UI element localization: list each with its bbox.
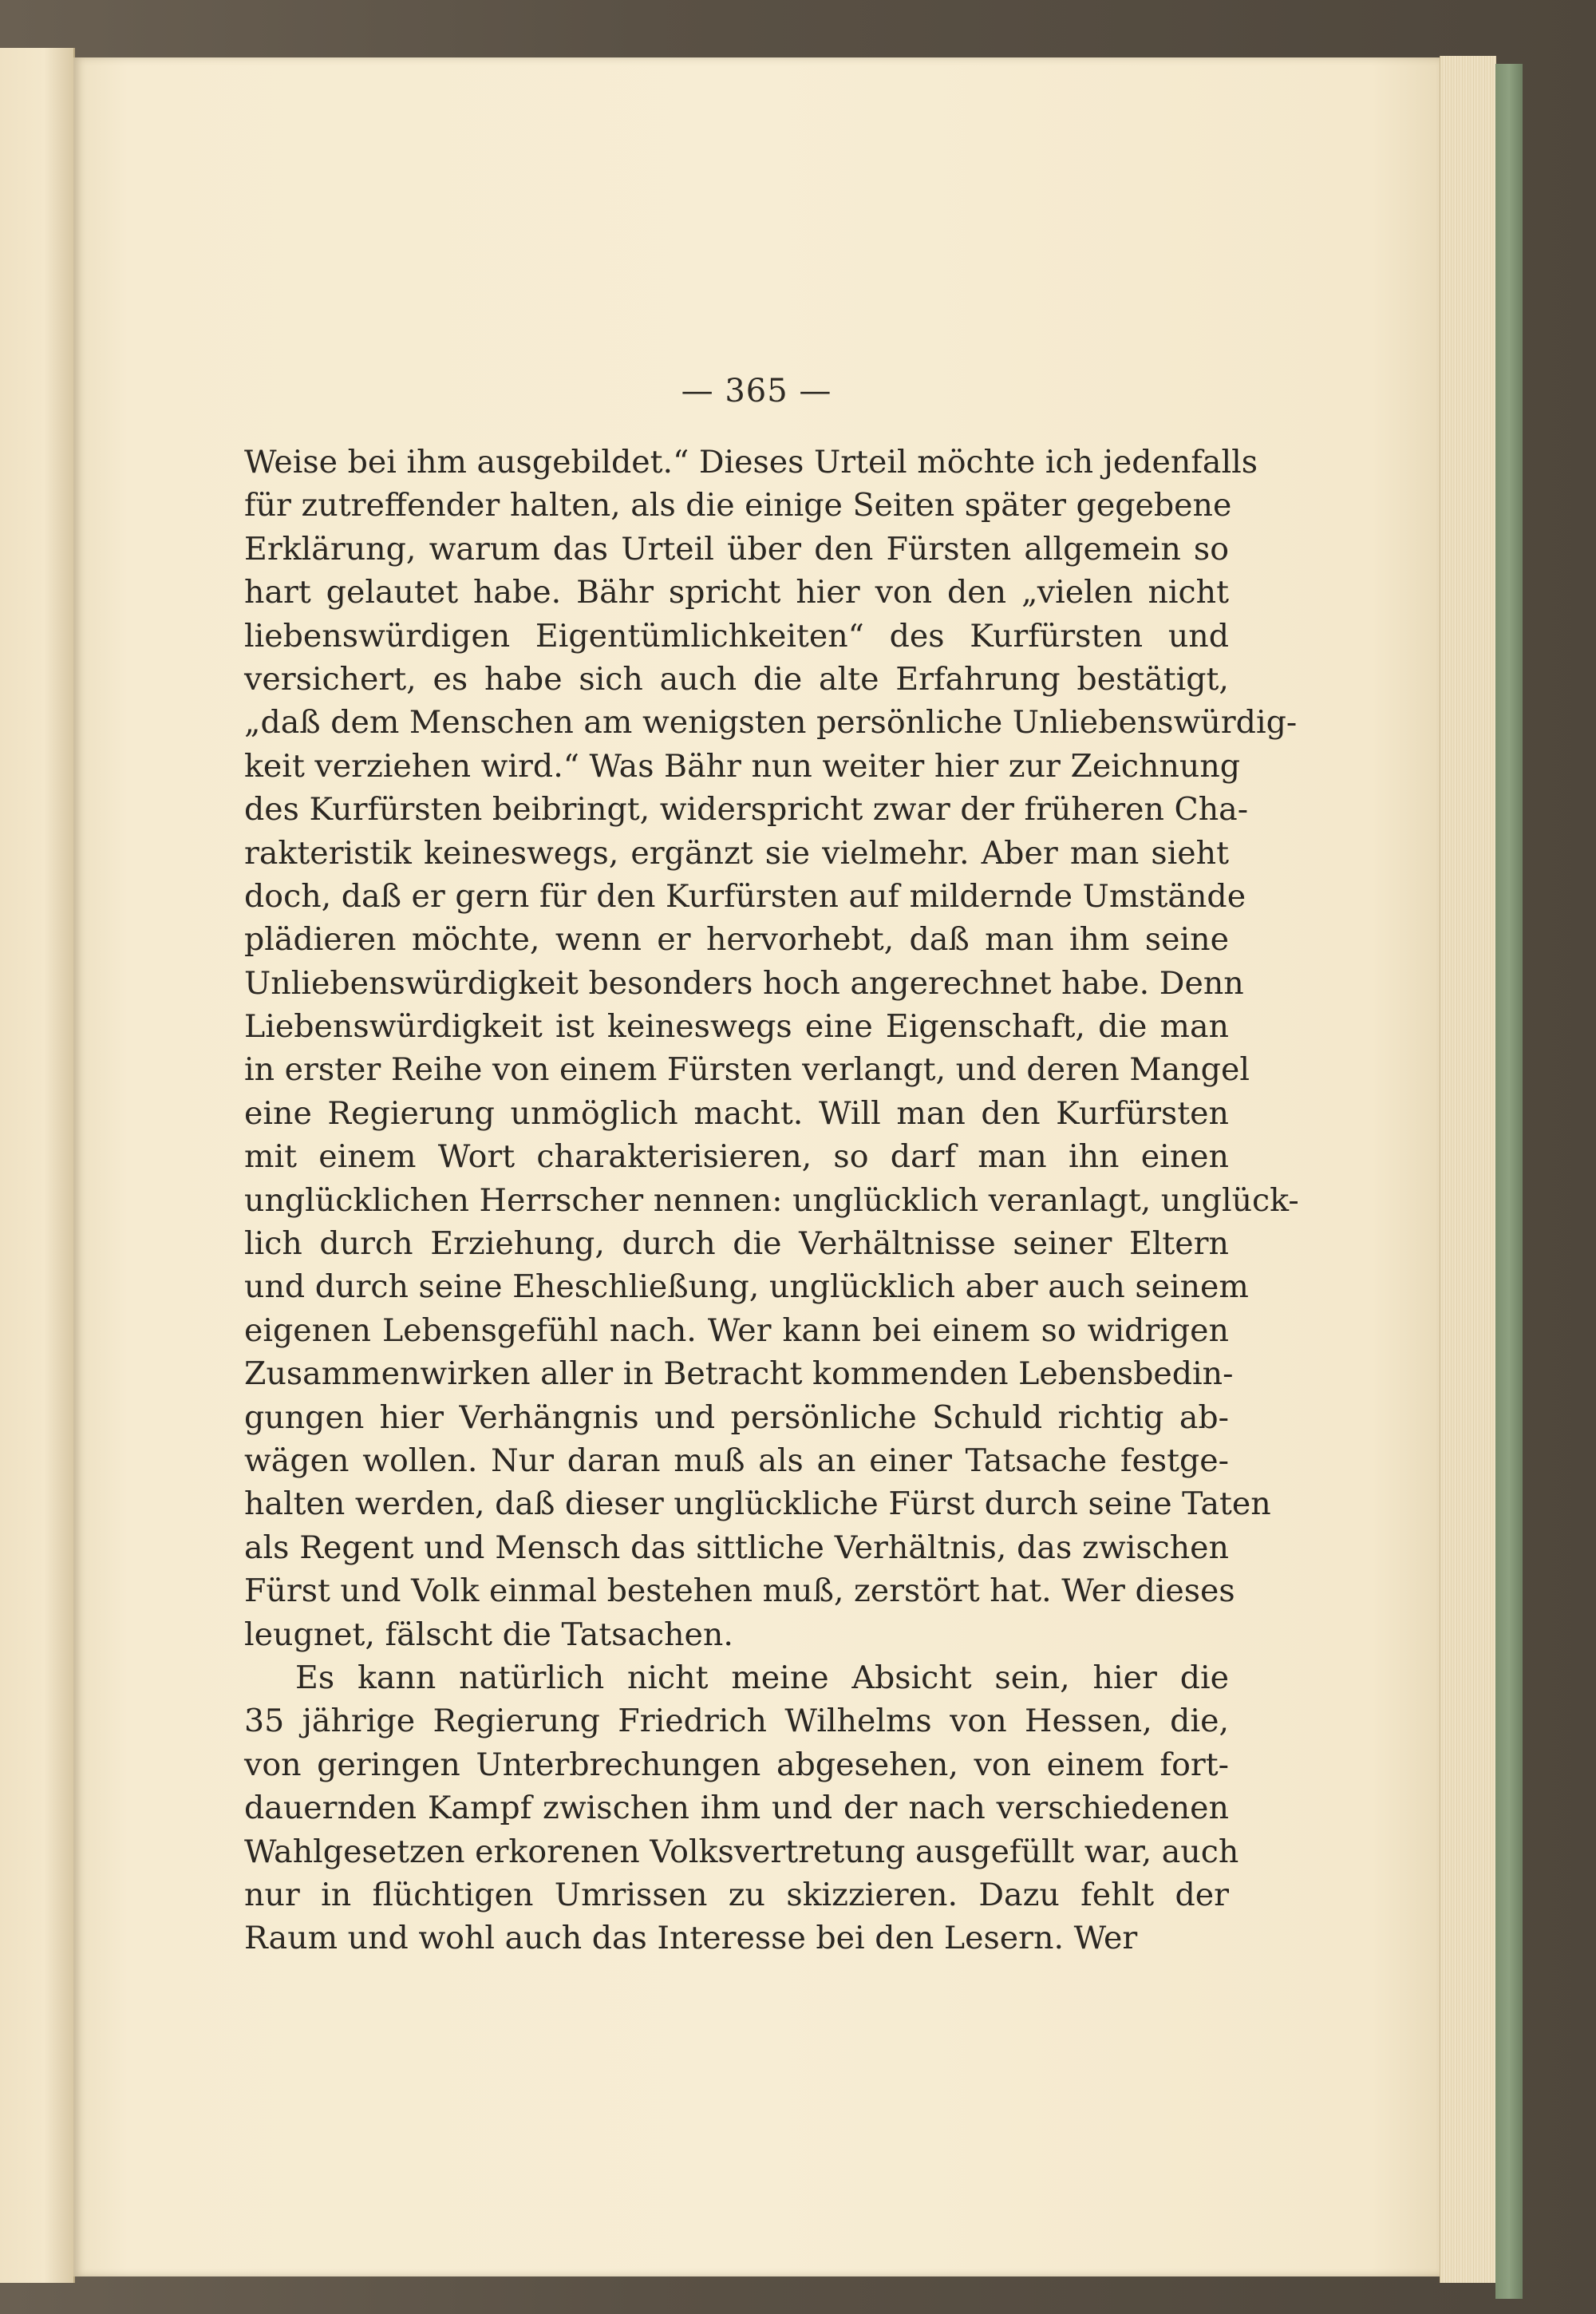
text-line: Es kann natürlich nicht meine Absicht sein, hier die: [295, 1659, 1229, 1696]
text-line: Wahlgesetzen erkorenen Volksvertretung ausgefüllt war, auch: [244, 1833, 1239, 1870]
text-line: doch, daß er gern für den Kurfürsten auf mildernde Umstände: [244, 877, 1246, 915]
text-line: nur in flüchtigen Umrissen zu skizzieren. Dazu fehlt der: [244, 1876, 1229, 1913]
text-line: Erklärung, warum das Urteil über den Fürsten allgemein so: [244, 530, 1229, 568]
text-line: als Regent und Mensch das sittliche Verhältnis, das zwischen: [244, 1529, 1229, 1566]
text-line: lich durch Erziehung, durch die Verhältnisse seiner Eltern: [244, 1225, 1229, 1263]
page-number: — 365 —: [681, 373, 832, 409]
text-line: Liebenswürdigkeit ist keineswegs eine Eigenschaft, die man: [244, 1008, 1229, 1046]
page-edges: [1440, 56, 1496, 2283]
paragraph: [244, 1656, 1239, 1960]
text-line: plädieren möchte, wenn er hervorhebt, daß man ihm seine: [244, 921, 1229, 959]
text-line: dauernden Kampf zwischen ihm und der nach verschiedenen: [244, 1790, 1229, 1827]
text-line: keit verziehen wird.“ Was Bähr nun weiter hier zur Zeichnung: [244, 747, 1241, 785]
text-line: eigenen Lebensgefühl nach. Wer kann bei einem so widrigen: [244, 1311, 1229, 1349]
paragraph: [244, 441, 1299, 1656]
text-line: mit einem Wort charakterisieren, so darf man ihn einen: [244, 1138, 1229, 1176]
book-cover-edge: [1495, 64, 1523, 2299]
text-line: Raum und wohl auch das Interesse bei den Lesern. Wer: [244, 1920, 1138, 1957]
text-line: leugnet, fälscht die Tatsachen.: [244, 1616, 733, 1653]
text-line: hart gelautet habe. Bähr spricht hier von den „vielen nicht: [244, 574, 1229, 611]
text-line: in erster Reihe von einem Fürsten verlangt, und deren Mangel: [244, 1051, 1250, 1089]
text-line: unglücklichen Herrscher nennen: unglücklich veranlagt, unglück-: [244, 1181, 1299, 1219]
text-line: eine Regierung unmöglich macht. Will man den Kurfürsten: [244, 1094, 1229, 1132]
text-line: Unliebenswürdigkeit besonders hoch angerechnet habe. Denn: [244, 964, 1244, 1002]
text-line: Weise bei ihm ausgebildet.“ Dieses Urteil möchte ich jedenfalls: [244, 444, 1258, 481]
text-line: von geringen Unterbrechungen abgesehen, von einem fort-: [244, 1746, 1229, 1783]
text-line: Fürst und Volk einmal bestehen muß, zerstört hat. Wer dieses: [244, 1572, 1235, 1610]
text-line: „daß dem Menschen am wenigsten persönliche Unliebenswürdig-: [244, 704, 1298, 742]
text-line: halten werden, daß dieser unglückliche Fürst durch seine Taten: [244, 1485, 1271, 1523]
text-line: Zusammenwirken aller in Betracht kommenden Lebensbedin-: [244, 1355, 1234, 1393]
text-line: und durch seine Eheschließung, unglücklich aber auch seinem: [244, 1268, 1249, 1306]
text-line: versichert, es habe sich auch die alte Erfahrung bestätigt,: [244, 660, 1229, 698]
text-line: liebenswürdigen Eigentümlichkeiten“ des Kurfürsten und: [244, 617, 1229, 655]
text-line: für zutreffender halten, als die einige Seiten später gegebene: [244, 487, 1232, 524]
text-line: wägen wollen. Nur daran muß als an einer Tatsache festge-: [244, 1442, 1229, 1479]
text-line: des Kurfürsten beibringt, widerspricht zwar der früheren Cha-: [244, 791, 1249, 829]
text-line: rakteristik keineswegs, ergänzt sie vielmehr. Aber man sieht: [244, 834, 1229, 872]
book-page: [73, 57, 1440, 2276]
body-text: [244, 441, 1299, 1960]
previous-page-edge: [0, 48, 75, 2283]
text-line: 35 jährige Regierung Friedrich Wilhelms von Hessen, die,: [244, 1703, 1229, 1740]
text-line: gungen hier Verhängnis und persönliche Schuld richtig ab-: [244, 1398, 1229, 1436]
